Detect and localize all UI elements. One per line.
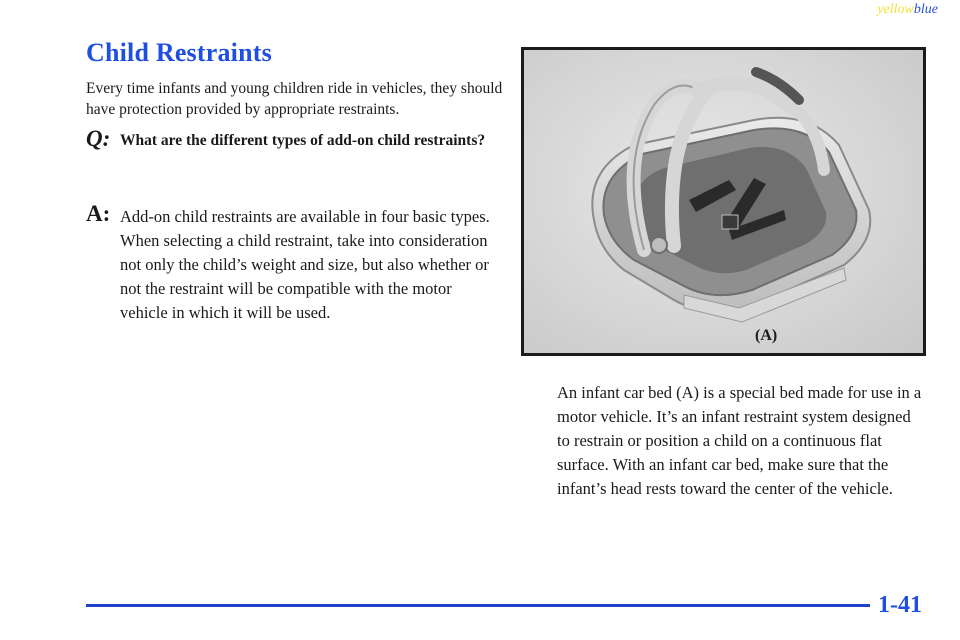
infant-car-bed-illustration [524,50,923,353]
infant-car-bed-figure [521,47,926,356]
corner-tag [877,2,938,18]
description-paragraph: An infant car bed (A) is a special bed made for use in a motor vehicle. It’s an infant restraint system designed to restrain or position a child on a continuous flat surface. With an infant car bed, make sure that the infant’s head rests toward the center of the vehicle. [557,383,922,498]
page-title: Child Restraints [86,38,272,67]
footer-rule [86,604,870,607]
corner-tag-blue: blue [913,2,938,17]
question-text: What are the different types of add-on child restraints? [120,132,486,149]
corner-tag-yellow: yellow [877,2,914,17]
answer-text: Add-on child restraints are available in four basic types. When selecting a child restraint, take into consideration not only the child’s weight and size, but also whether or not the restraint will be compatible with the motor vehicle in which it will be used. [120,207,490,322]
page-number: 1-41 [878,592,922,618]
question-label: Q: [86,126,111,151]
figure-caption: (A) [755,327,778,344]
answer-label: A: [86,201,111,226]
intro-paragraph: Every time infants and young children ride in vehicles, they should have protection provided by appropriate restraints. [86,80,503,118]
